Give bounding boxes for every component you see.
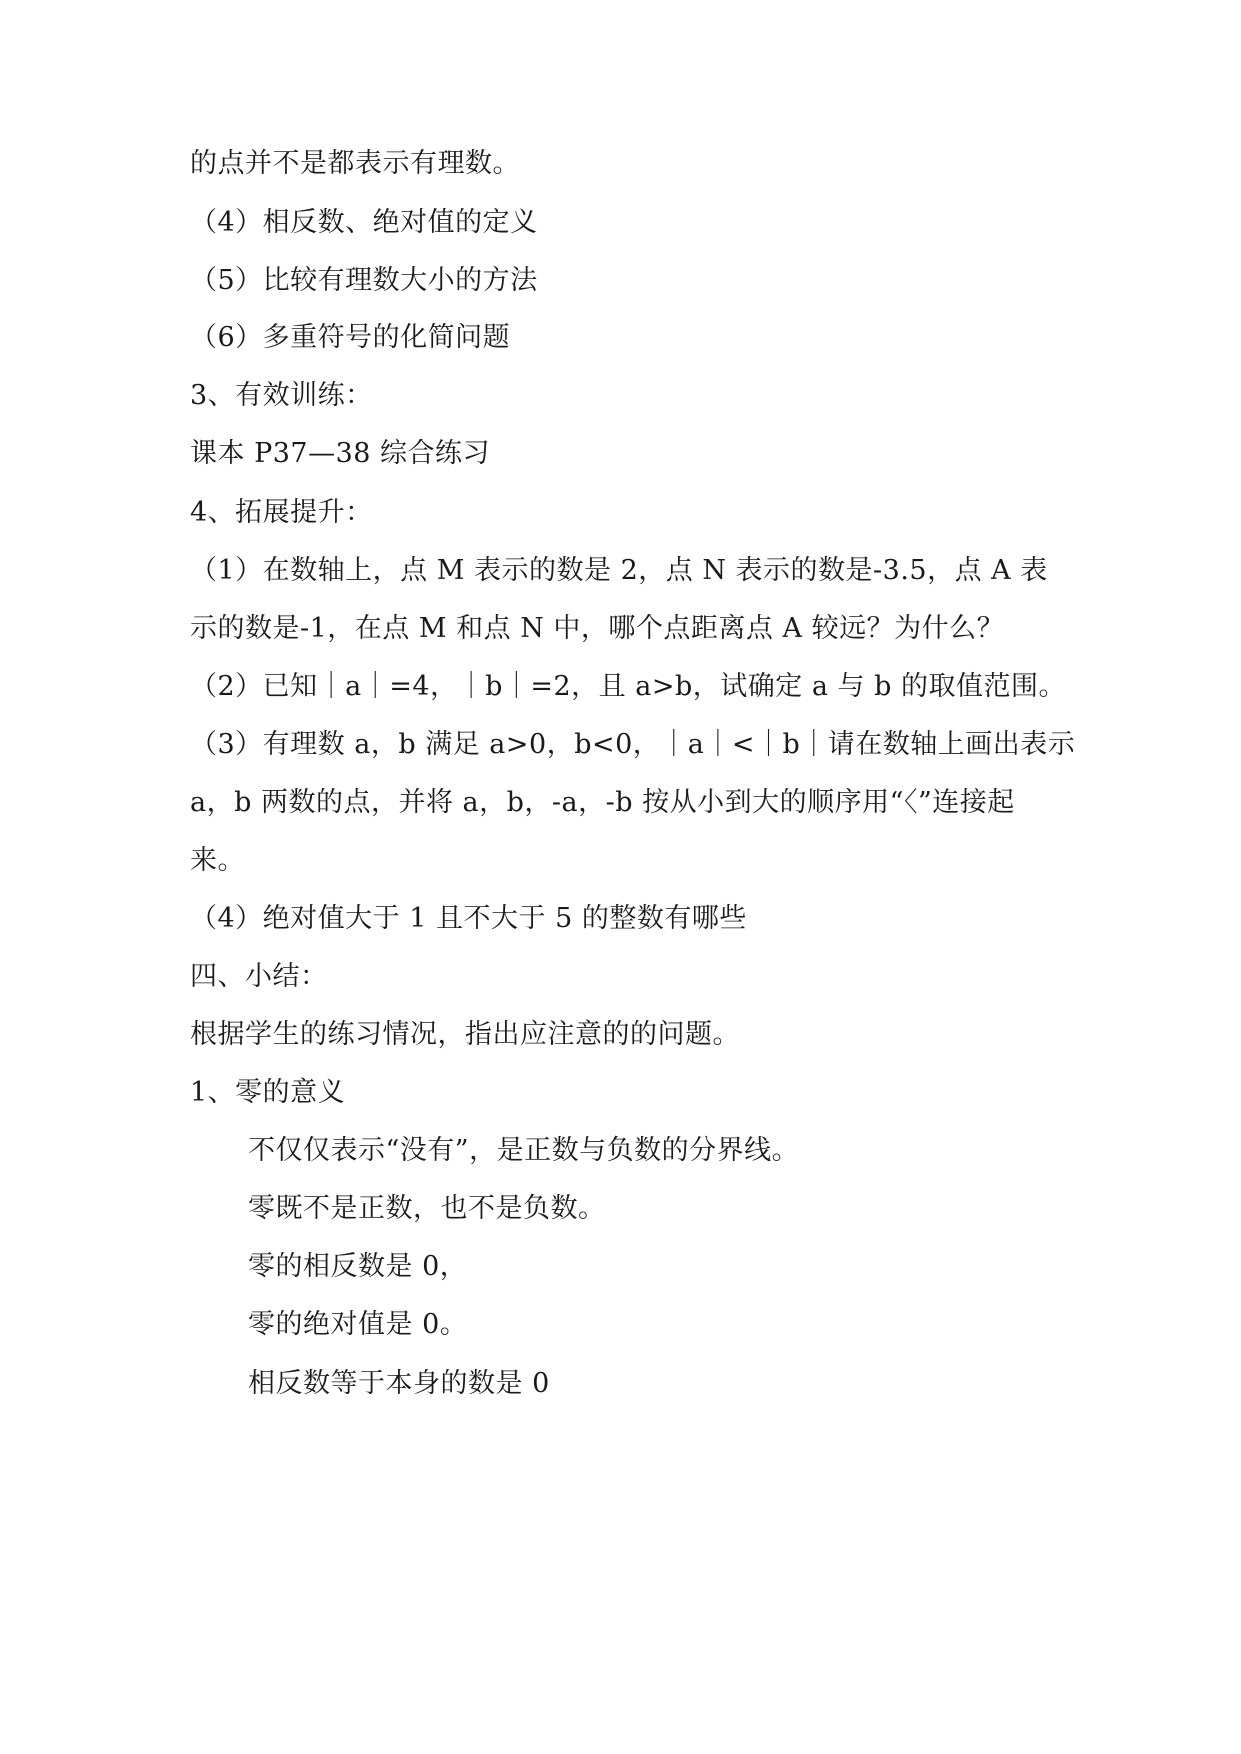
text-line-18: 不仅仅表示“没有”，是正数与负数的分界线。 xyxy=(248,1135,800,1166)
text-line-22: 相反数等于本身的数是 0 xyxy=(248,1368,550,1399)
section-heading-training: 3、有效训练： xyxy=(190,380,373,411)
text-line-4: （6）多重符号的化简问题 xyxy=(190,322,511,353)
section-heading-extension: 4、拓展提升： xyxy=(190,497,373,528)
text-line-21: 零的绝对值是 0。 xyxy=(248,1309,468,1340)
subheading-zero-meaning: 1、零的意义 xyxy=(190,1077,346,1108)
text-line-6: 课本 P37—38 综合练习 xyxy=(190,438,491,469)
text-line-9: 示的数是-1，在点 M 和点 N 中，哪个点距离点 A 较远？为什么？ xyxy=(190,613,1005,644)
section-heading-summary: 四、小结： xyxy=(190,961,328,992)
text-line-1: 的点并不是都表示有理数。 xyxy=(190,148,520,179)
text-line-19: 零既不是正数，也不是负数。 xyxy=(248,1193,606,1224)
text-line-3: （5）比较有理数大小的方法 xyxy=(190,265,538,296)
text-line-13: 来。 xyxy=(190,845,245,876)
text-line-11: （3）有理数 a，b 满足 a>0，b<0，｜a｜<｜b｜请在数轴上画出表示 xyxy=(190,729,1076,760)
text-line-2: （4）相反数、绝对值的定义 xyxy=(190,207,538,238)
text-line-20: 零的相反数是 0， xyxy=(248,1251,468,1282)
text-line-12: a，b 两数的点，并将 a，b，-a，-b 按从小到大的顺序用“〈”连接起 xyxy=(190,787,1015,818)
text-line-14: （4）绝对值大于 1 且不大于 5 的整数有哪些 xyxy=(190,903,747,934)
text-line-16: 根据学生的练习情况，指出应注意的的问题。 xyxy=(190,1019,740,1050)
text-line-8: （1）在数轴上，点 M 表示的数是 2，点 N 表示的数是-3.5，点 A 表 xyxy=(190,555,1048,586)
text-line-10: （2）已知｜a｜=4，｜b｜=2，且 a>b，试确定 a 与 b 的取值范围。 xyxy=(190,671,1066,702)
